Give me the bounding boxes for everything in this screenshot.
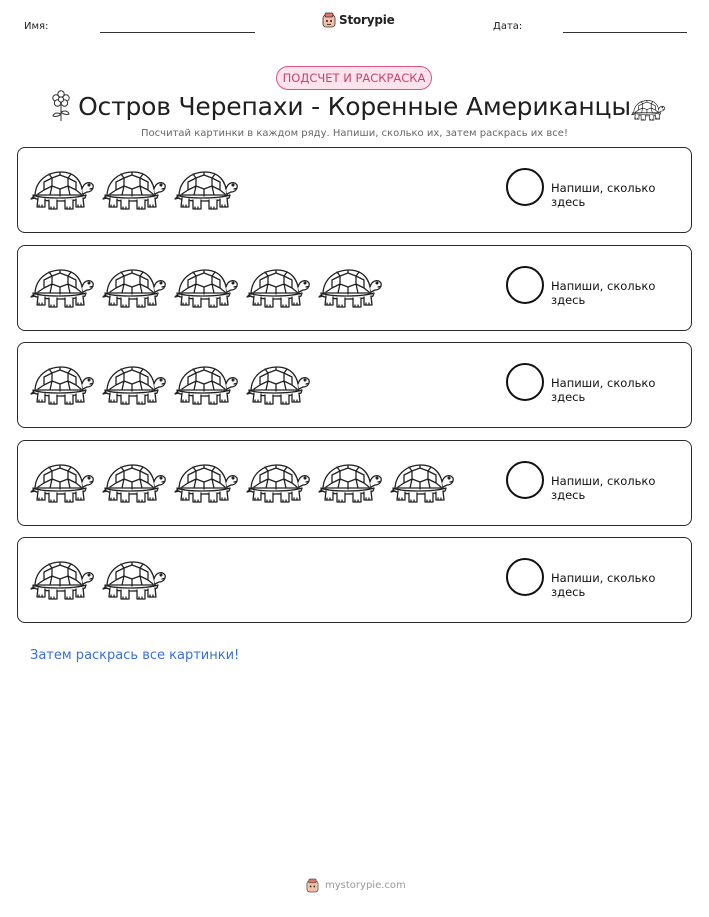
count-row-4 bbox=[17, 440, 692, 526]
turtle-group bbox=[30, 262, 382, 310]
turtle-icon bbox=[246, 457, 310, 505]
name-label: Имя: bbox=[24, 21, 49, 32]
turtle-icon bbox=[102, 457, 166, 505]
date-field[interactable] bbox=[563, 32, 687, 33]
turtle-icon bbox=[30, 359, 94, 407]
turtle-icon bbox=[318, 262, 382, 310]
turtle-icon bbox=[30, 164, 94, 212]
coloring-note: Затем раскрась все картинки! bbox=[30, 648, 240, 663]
instructions: Посчитай картинки в каждом ряду. Напиши, сколько их, затем раскрась их все! bbox=[141, 128, 568, 139]
answer-label: Напиши, сколько здесь bbox=[551, 279, 656, 307]
category-badge: ПОДСЧЕТ И РАСКРАСКА bbox=[276, 66, 432, 90]
answer-circle[interactable] bbox=[506, 558, 544, 596]
turtle-icon bbox=[174, 262, 238, 310]
turtle-icon bbox=[246, 359, 310, 407]
answer-circle[interactable] bbox=[506, 461, 544, 499]
logo-text: Storypie bbox=[339, 13, 395, 27]
count-row-5 bbox=[17, 537, 692, 623]
turtle-icon bbox=[246, 262, 310, 310]
turtle-icon bbox=[631, 96, 665, 122]
date-label: Дата: bbox=[493, 21, 523, 32]
storypie-logo bbox=[322, 12, 395, 28]
count-row-3 bbox=[17, 342, 692, 428]
turtle-icon bbox=[102, 164, 166, 212]
site-url[interactable]: mystorypie.com bbox=[325, 880, 406, 891]
site-footer bbox=[306, 878, 406, 893]
answer-circle[interactable] bbox=[506, 168, 544, 206]
answer-label: Напиши, сколько здесь bbox=[551, 571, 656, 599]
answer-circle[interactable] bbox=[506, 266, 544, 304]
turtle-icon bbox=[30, 554, 94, 602]
worksheet-header bbox=[0, 0, 709, 50]
turtle-group bbox=[30, 359, 310, 407]
answer-circle[interactable] bbox=[506, 363, 544, 401]
turtle-icon bbox=[174, 457, 238, 505]
page-title: Остров Черепахи - Коренные Американцы bbox=[78, 92, 631, 121]
turtle-icon bbox=[30, 457, 94, 505]
turtle-icon bbox=[318, 457, 382, 505]
turtle-icon bbox=[174, 359, 238, 407]
turtle-icon bbox=[102, 359, 166, 407]
answer-label: Напиши, сколько здесь bbox=[551, 181, 656, 209]
turtle-icon bbox=[102, 554, 166, 602]
turtle-icon bbox=[174, 164, 238, 212]
count-row-1 bbox=[17, 147, 692, 233]
answer-label: Напиши, сколько здесь bbox=[551, 474, 656, 502]
turtle-icon bbox=[390, 457, 454, 505]
count-row-2 bbox=[17, 245, 692, 331]
storypie-mascot-icon bbox=[322, 12, 336, 28]
turtle-icon bbox=[102, 262, 166, 310]
name-field[interactable] bbox=[100, 32, 255, 33]
answer-label: Напиши, сколько здесь bbox=[551, 376, 656, 404]
turtle-group bbox=[30, 554, 166, 602]
turtle-icon bbox=[30, 262, 94, 310]
turtle-group bbox=[30, 457, 454, 505]
storypie-mascot-icon bbox=[306, 878, 319, 893]
turtle-group bbox=[30, 164, 238, 212]
